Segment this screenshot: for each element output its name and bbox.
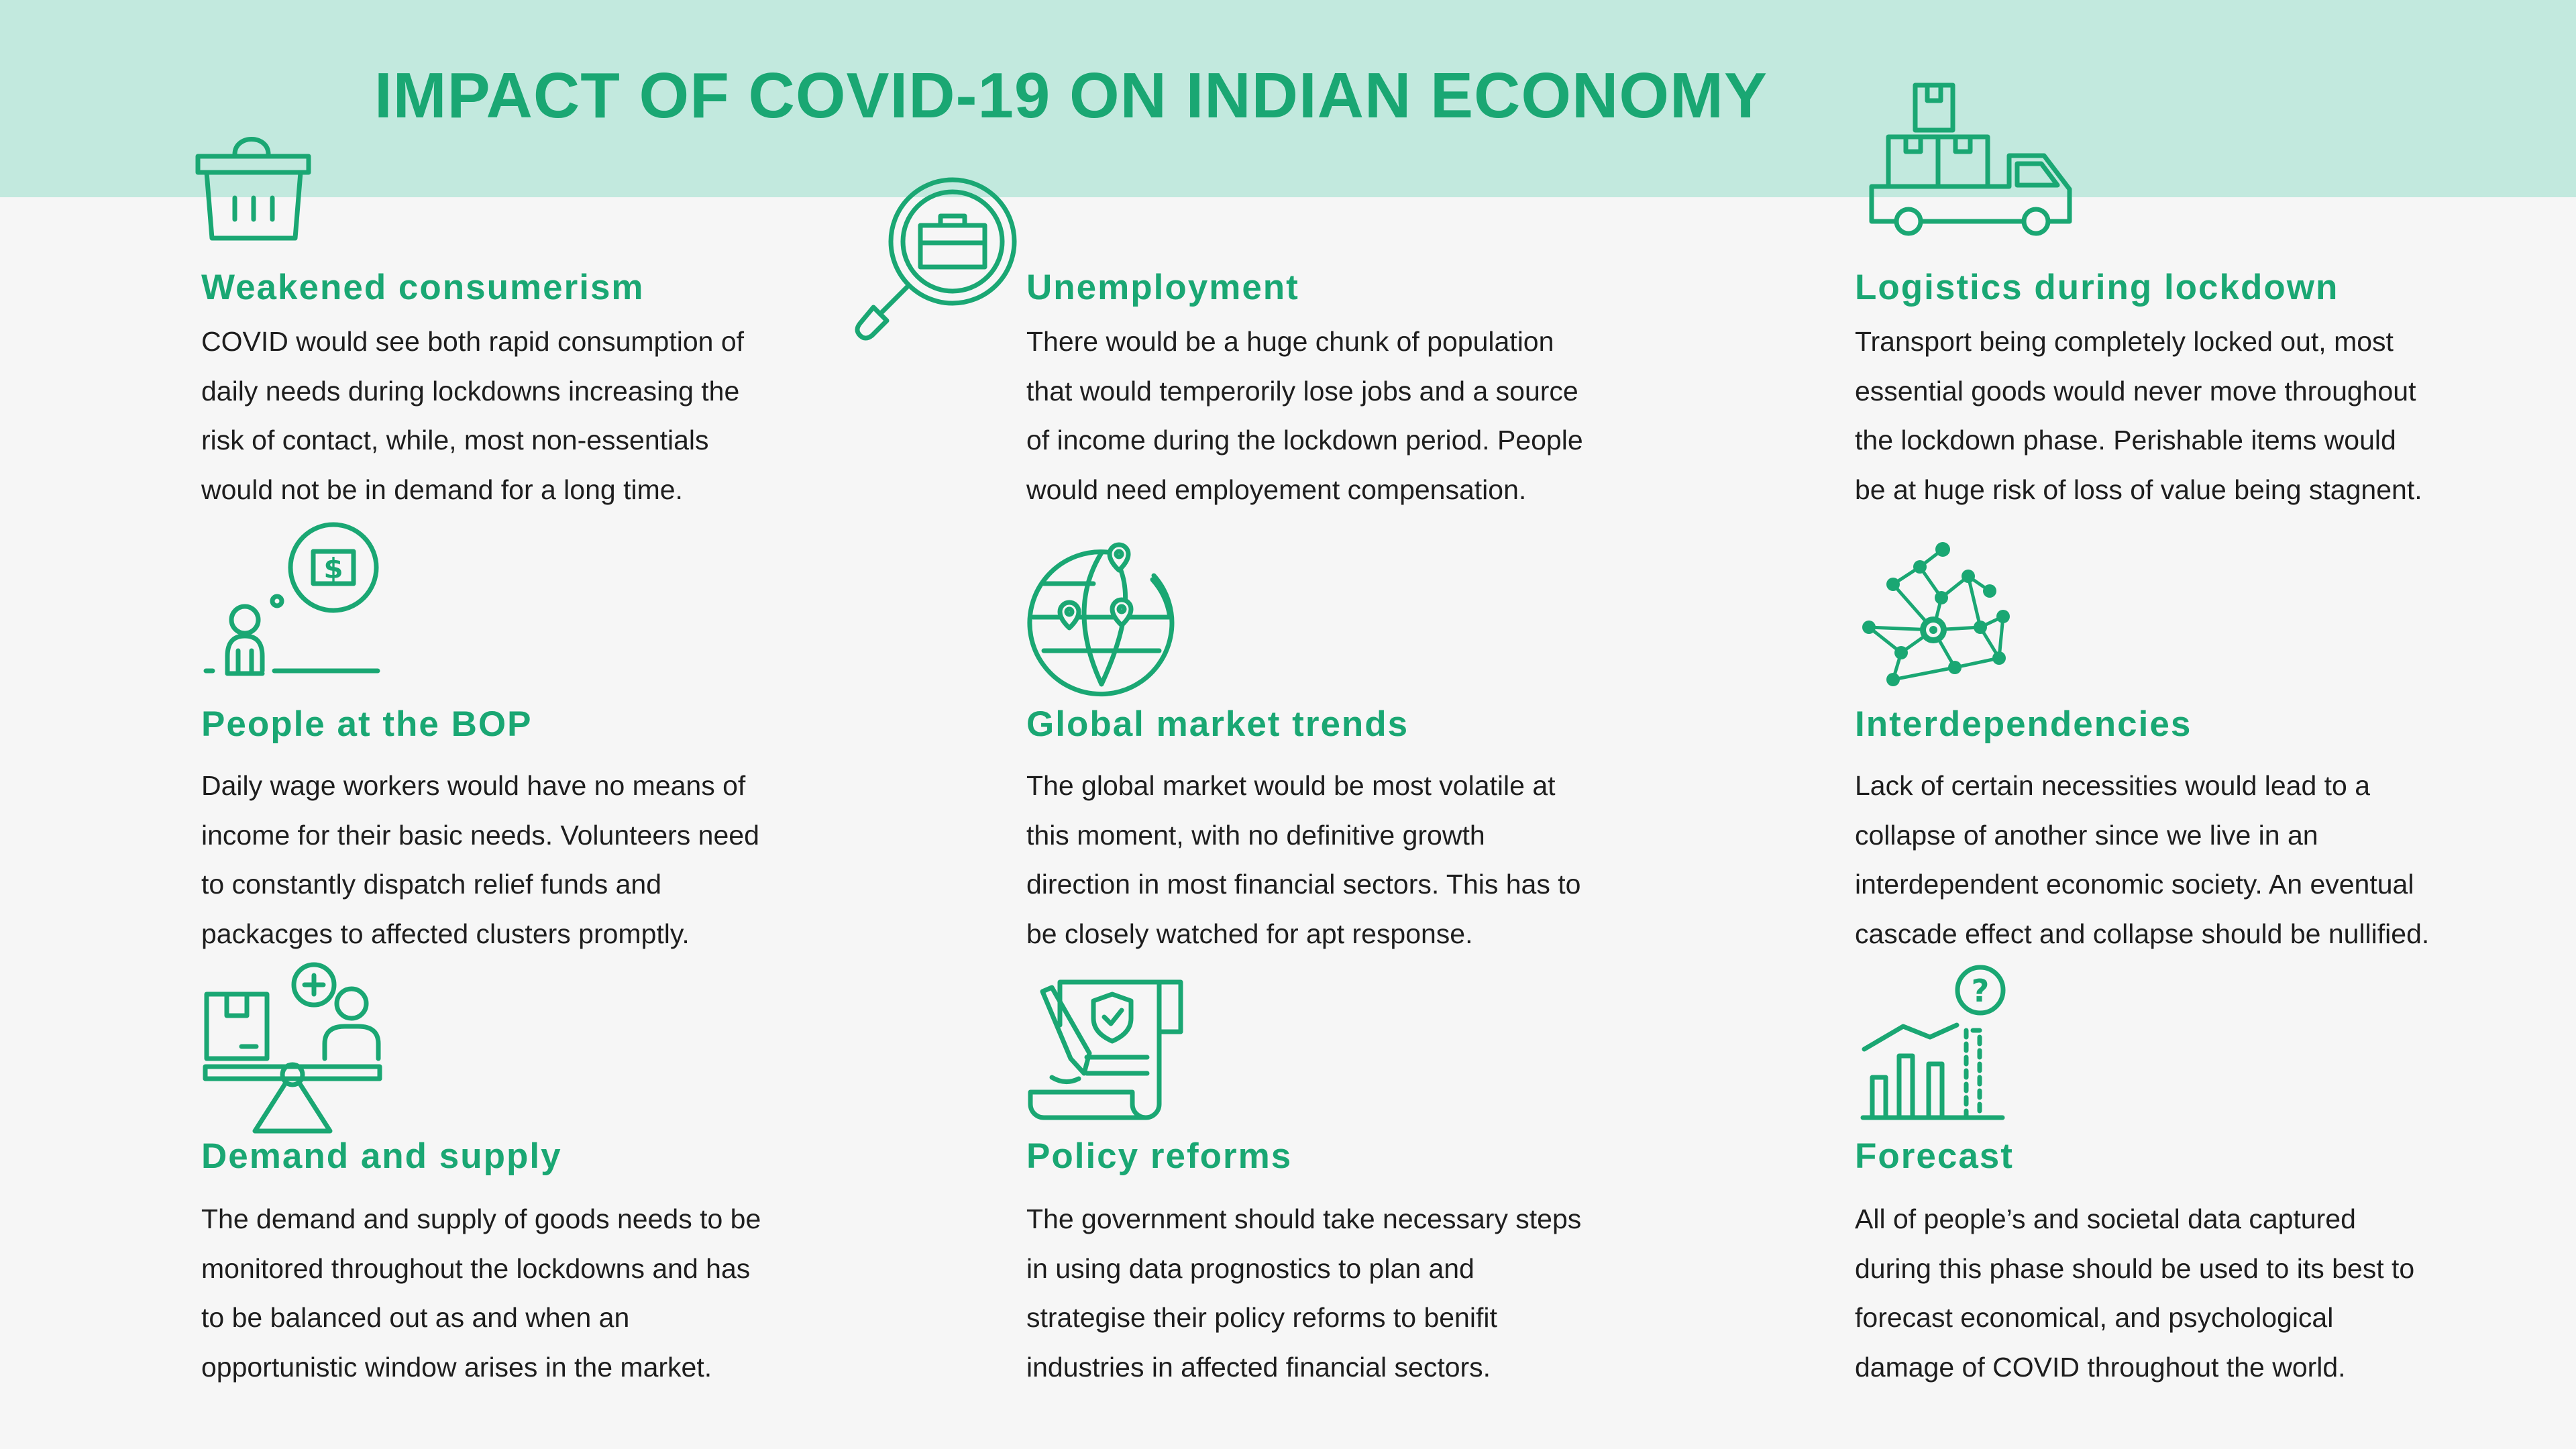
card-body-line: risk of contact, while, most non-essentials <box>201 425 709 455</box>
card-body-line: income for their basic needs. Volunteers need <box>201 819 759 851</box>
card-body-line: Transport being completely locked out, most <box>1855 326 2394 357</box>
card-body-line: the lockdown phase. Perishable items would <box>1855 425 2396 455</box>
card-body-line: monitored throughout the lockdowns and has <box>201 1252 751 1284</box>
card-demand-and-supply <box>201 0 805 1409</box>
card-body-line: that would temperorily lose jobs and a source <box>1026 375 1578 407</box>
card-title: Weakened consumerism <box>201 268 645 307</box>
svg-text:?: ? <box>1971 973 1990 1009</box>
card-body <box>1026 1195 1630 1392</box>
card-forecast <box>1855 0 2459 1409</box>
card-title: Policy reforms <box>1026 1136 1293 1176</box>
card-body-line: this moment, with no definitive growth <box>1026 819 1485 851</box>
card-body-line: Lack of certain necessities would lead to a <box>1855 770 2371 801</box>
card-title: People at the BOP <box>201 704 533 744</box>
card-title: Interdependencies <box>1855 704 2192 744</box>
card-body-line: be closely watched for apt response. <box>1026 918 1473 949</box>
card-body-line: daily needs during lockdowns increasing the <box>201 375 740 407</box>
card-title: Global market trends <box>1026 704 1409 744</box>
card-title: Logistics during lockdown <box>1855 268 2339 307</box>
card-body-line: to constantly dispatch relief funds and <box>201 869 662 900</box>
card-body-line: would not be in demand for a long time. <box>201 474 683 505</box>
card-body-line: essential goods would never move throughout <box>1855 375 2416 407</box>
card-body <box>201 1195 805 1392</box>
balance-scale-icon <box>204 961 385 1142</box>
card-body-line: The government should take necessary steps <box>1026 1203 1582 1234</box>
card-body-line: The global market would be most volatile at <box>1026 770 1556 801</box>
card-body-line: direction in most financial sectors. This has to <box>1026 869 1581 900</box>
card-body-line: All of people’s and societal data captured <box>1855 1203 2356 1234</box>
card-body-line: to be balanced out as and when an <box>201 1302 630 1333</box>
card-body-line: of income during the lockdown period. People <box>1026 425 1583 455</box>
card-title: Demand and supply <box>201 1136 562 1176</box>
card-policy-reforms <box>1026 0 1630 1409</box>
page-title: IMPACT OF COVID-19 ON INDIAN ECONOMY <box>374 60 1768 131</box>
job-search-icon <box>853 176 1034 343</box>
card-body-line: The demand and supply of goods needs to be <box>201 1203 761 1234</box>
card-body-line: interdependent economic society. An eventual <box>1855 869 2414 900</box>
card-body-line: opportunistic window arises in the market. <box>201 1351 712 1383</box>
card-body-line: in using data prognostics to plan and <box>1026 1252 1474 1284</box>
card-body-line: would need employement compensation. <box>1026 474 1527 505</box>
card-body-line: during this phase should be used to its best to <box>1855 1252 2415 1284</box>
card-body-line: industries in affected financial sectors. <box>1026 1351 1491 1383</box>
policy-document-icon <box>1025 978 1193 1132</box>
svg-text:$: $ <box>323 552 343 585</box>
card-body-line: collapse of another since we live in an <box>1855 819 2318 851</box>
card-body-line: Daily wage workers would have no means of <box>201 770 746 801</box>
card-body-line: be at huge risk of loss of value being stagnent. <box>1855 474 2422 505</box>
card-body-line: There would be a huge chunk of population <box>1026 326 1554 357</box>
card-body <box>1855 1195 2459 1392</box>
card-body-line: COVID would see both rapid consumption of <box>201 326 745 357</box>
card-body-line: strategise their policy reforms to benifit <box>1026 1302 1497 1333</box>
card-body-line: cascade effect and collapse should be nullified. <box>1855 918 2430 949</box>
forecast-chart-icon <box>1862 963 2016 1131</box>
card-body-line: packacges to affected clusters promptly. <box>201 918 690 949</box>
card-body-line: damage of COVID throughout the world. <box>1855 1351 2346 1383</box>
card-body-line: forecast economical, and psychological <box>1855 1302 2334 1333</box>
card-title: Forecast <box>1855 1136 2014 1176</box>
card-title: Unemployment <box>1026 268 1299 307</box>
